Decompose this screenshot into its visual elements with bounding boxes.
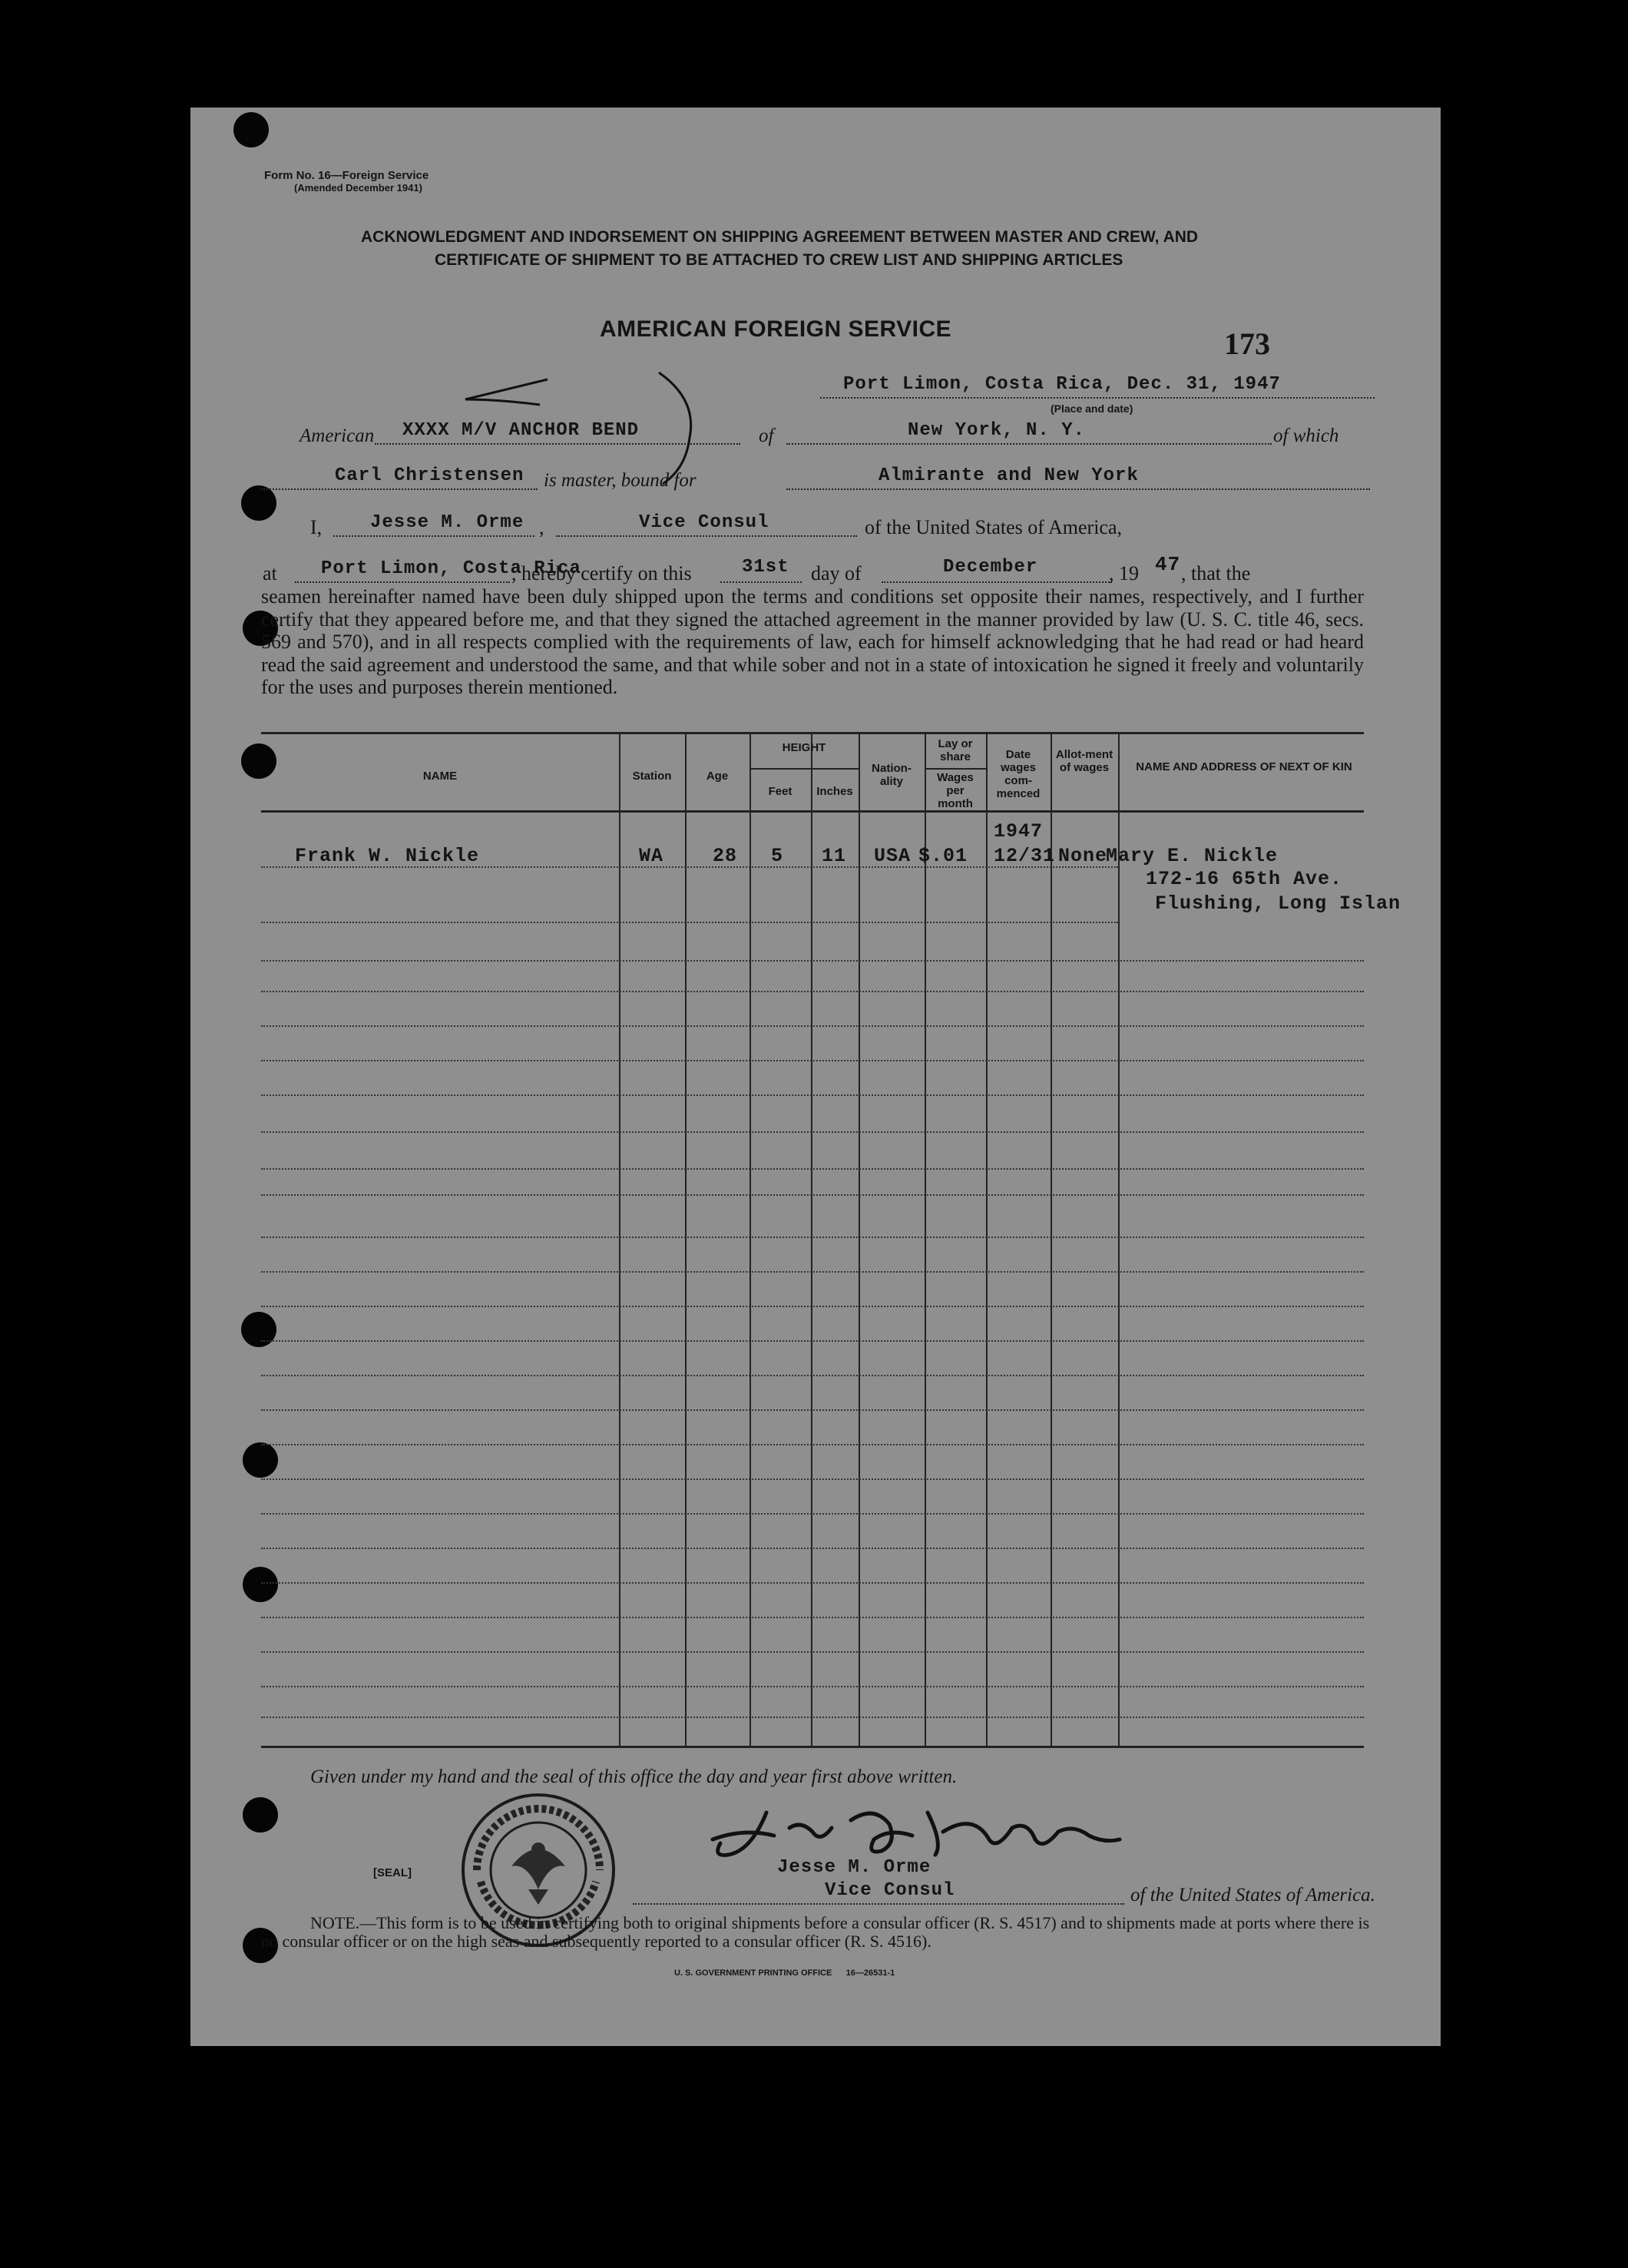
year-suffix: 47 (1155, 553, 1181, 576)
height-subrule (749, 768, 859, 770)
table-row-line (261, 1717, 1364, 1718)
table-row-line (261, 922, 1118, 923)
table-top-rule (261, 732, 1364, 734)
place-date-value: Port Limon, Costa Rica, Dec. 31, 1947 (843, 374, 1281, 395)
table-row-line (261, 1306, 1364, 1307)
cell-kin-address-2: Flushing, Long Islan (1155, 892, 1401, 915)
cell-kin-name: Mary E. Nickle (1106, 845, 1279, 867)
cell-inches: 11 (822, 845, 847, 867)
col-rule (986, 733, 988, 1747)
form-heading-line1: ACKNOWLEDGMENT AND INDORSEMENT ON SHIPPING AGREEMENT BETWEEN MASTER AND CREW, AND (361, 228, 1199, 246)
cell-kin-address-1: 172-16 65th Ave. (1146, 868, 1343, 890)
table-row-line (261, 1340, 1364, 1342)
certify-place: Port Limon, Costa Rica (321, 558, 581, 579)
seal-label: [SEAL] (373, 1866, 412, 1879)
signer-title: Vice Consul (825, 1880, 955, 1901)
i-label: I, (310, 516, 323, 538)
signer-typed-name: Jesse M. Orme (777, 1857, 931, 1878)
master-label: is master, bound for (544, 470, 697, 491)
col-rule (1051, 733, 1052, 1747)
given-under-text: Given under my hand and the seal of this office the day and year first above written. (310, 1766, 958, 1787)
table-row-line (261, 1168, 1364, 1170)
table-row-line (261, 1617, 1364, 1618)
note-text: —This form is to be used in certifying both to original shipments before a consular officer (R. S. 4517) and to shipments made at ports where there is no consular officer or on the high seas and subsequently reported to a consular officer (R. S. 4516). (261, 1913, 1370, 1951)
col-header-name: NAME (422, 770, 458, 783)
year-prefix: , 19 (1109, 562, 1139, 584)
col-rule (749, 733, 751, 1747)
table-row-line (261, 991, 1364, 992)
col-header-lay-share: Lay or share (938, 737, 973, 763)
vessel-name: XXXX M/V ANCHOR BEND (402, 420, 640, 441)
signer-title-line (633, 1903, 1124, 1905)
certification-paragraph: seamen hereinafter named have been duly shipped upon the terms and conditions set opposite their names, respectively, and I further certify that they appeared before me, and that they signed the attached agreement in the manner provided by law (U. S. C. title 46, secs. 569 and 570), and in all respects complied with the requirements of law, each for himself acknowledging that he had read or had heard read the said agreement and understood the same, and that while sober and not in a state of intoxication he signed it freely and voluntarily for the uses and purposes therein mentioned. (261, 585, 1364, 699)
page-number: 173 (1224, 326, 1270, 361)
table-row-line (261, 1409, 1364, 1411)
service-title: AMERICAN FOREIGN SERVICE (600, 316, 952, 342)
certify-month-line (882, 581, 1112, 583)
cell-feet: 5 (771, 845, 784, 867)
form-number: Form No. 16—Foreign Service (264, 169, 429, 182)
cell-age: 28 (713, 845, 738, 867)
handwritten-signature (697, 1797, 1127, 1866)
home-port: New York, N. Y. (908, 420, 1086, 441)
american-label: American (299, 425, 375, 446)
officer-name: Jesse M. Orme (370, 512, 524, 533)
bound-for-line (786, 488, 1370, 490)
header-bottom-rule (261, 810, 1364, 813)
table-row-line (261, 1478, 1364, 1480)
table-bottom-rule (261, 1746, 1364, 1748)
col-header-nationality: Nation-ality (872, 762, 912, 788)
col-header-inches: Inches (816, 785, 853, 798)
cell-wages: $.01 (918, 845, 968, 867)
stray-pen-marks (452, 369, 805, 630)
day-of-text: day of (811, 562, 862, 584)
col-header-next-of-kin: NAME AND ADDRESS OF NEXT OF KIN (1136, 760, 1352, 773)
cell-date: 12/31 (994, 845, 1056, 867)
col-rule (859, 733, 860, 1747)
col-rule (619, 733, 620, 1747)
col-header-wages: Wages per month (937, 771, 974, 810)
punch-hole (243, 1797, 278, 1833)
table-row-line (261, 1060, 1364, 1061)
table-row-line (261, 1131, 1364, 1133)
of-usa-label: of the United States of America, (865, 516, 1123, 538)
table-row-line (261, 960, 1364, 962)
cell-nationality: USA (874, 845, 912, 867)
bound-for: Almirante and New York (879, 465, 1139, 486)
table-row-line (261, 1271, 1364, 1273)
punch-hole (241, 485, 276, 521)
lay-subrule (925, 768, 986, 770)
col-rule (1118, 733, 1120, 1747)
table-row-line (261, 1444, 1364, 1445)
table-row-line (261, 1025, 1364, 1027)
table-row-line (261, 1651, 1364, 1653)
hereby-certify-text: , hereby certify on this (511, 562, 692, 584)
cell-station: WA (639, 845, 664, 867)
col-rule (925, 733, 926, 1747)
printer-imprint: U. S. GOVERNMENT PRINTING OFFICE 16—26531-1 (674, 1968, 895, 1978)
punch-hole (233, 112, 269, 147)
cell-name: Frank W. Nickle (295, 845, 480, 867)
certify-day: 31st (742, 557, 789, 578)
col-rule (685, 733, 687, 1747)
col-header-station: Station (632, 770, 672, 783)
col-header-feet: Feet (768, 785, 792, 798)
of-label: of (759, 425, 774, 446)
table-row-line (261, 1237, 1364, 1238)
cell-allotment: None (1058, 845, 1108, 867)
punch-hole (243, 1567, 278, 1602)
table-row-line (261, 1194, 1364, 1196)
col-rule (811, 733, 812, 1747)
table-row-line (261, 1513, 1364, 1515)
document-page (190, 108, 1441, 2046)
of-which-label: of which (1273, 425, 1339, 446)
table-row-line (261, 1548, 1364, 1549)
punch-hole (241, 1312, 276, 1347)
place-date-label: (Place and date) (1051, 402, 1133, 415)
table-row-line (261, 1094, 1364, 1096)
table-row-line (261, 1582, 1364, 1584)
punch-hole (243, 1442, 278, 1478)
table-row-line (261, 1686, 1364, 1687)
place-date-line (820, 397, 1375, 399)
home-port-line (786, 443, 1272, 445)
at-label: at (263, 562, 277, 584)
col-header-age: Age (706, 770, 729, 783)
master-name: Carl Christensen (335, 465, 524, 486)
col-header-height: HEIGHT (782, 741, 826, 754)
table-row-line (261, 1375, 1364, 1376)
form-amended: (Amended December 1941) (294, 182, 422, 194)
officer-comma: , (539, 516, 544, 538)
note (261, 1914, 1375, 1951)
of-usa-closing: of the United States of America. (1130, 1885, 1375, 1905)
that-the-text: , that the (1181, 562, 1251, 584)
note-label: NOTE. (310, 1913, 360, 1932)
col-header-allotment: Allot-ment of wages (1055, 748, 1113, 774)
col-header-date-wages: Date wages com-menced (996, 748, 1041, 800)
officer-title: Vice Consul (639, 512, 769, 533)
cell-date-year: 1947 (994, 820, 1044, 843)
form-heading-line2: CERTIFICATE OF SHIPMENT TO BE ATTACHED TO CREW LIST AND SHIPPING ARTICLES (435, 251, 1123, 269)
certify-month: December (943, 557, 1038, 578)
